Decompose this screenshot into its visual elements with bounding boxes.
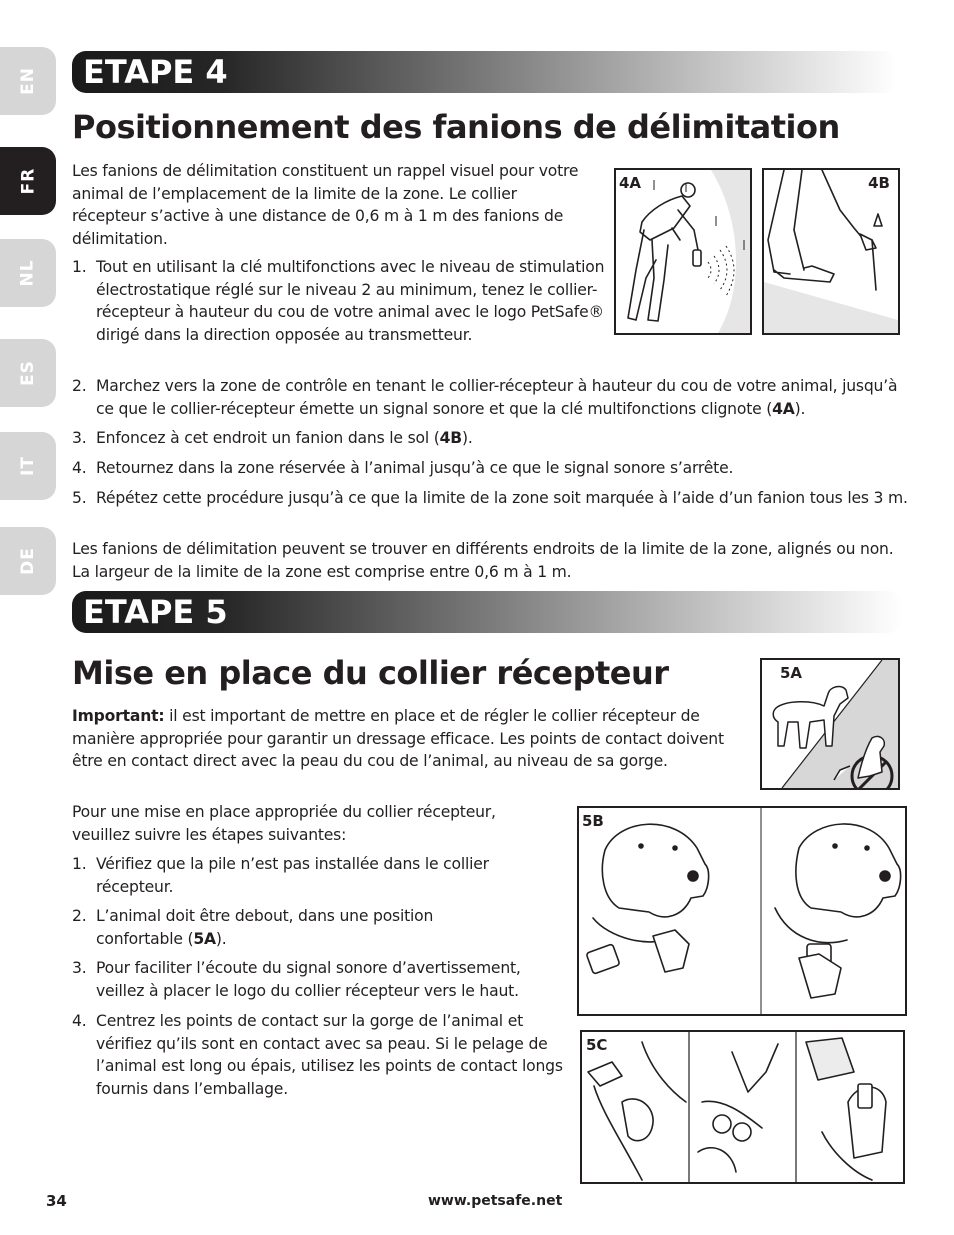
- planting-flag-illustration: [764, 170, 898, 333]
- step5-intro: Pour une mise en place appropriée du collier récepteur, veuillez suivre les étapes suivantes:: [72, 803, 496, 844]
- list-text: Pour faciliter l’écoute du signal sonore d’avertissement, veillez à placer le logo du collier récepteur vers le haut.: [96, 959, 521, 1000]
- step5-important: [72, 705, 732, 773]
- list-text-part: Enfoncez à cet endroit un fanion dans le sol (: [96, 429, 440, 447]
- list-text: [72, 427, 912, 450]
- list-number: 3.: [72, 429, 87, 447]
- step5-item-4: [72, 1010, 582, 1100]
- figure-reference: 4A: [772, 399, 795, 418]
- list-text-part: ).: [215, 929, 227, 948]
- list-number: 5.: [72, 489, 87, 507]
- step5-item-1: [72, 853, 492, 898]
- figure-4a: [614, 168, 752, 335]
- important-label: Important:: [72, 707, 165, 725]
- step4-item-1: [72, 256, 612, 346]
- figure-5c: [580, 1030, 905, 1184]
- contact-points-illustration: [582, 1032, 903, 1182]
- figure-4b-label: 4B: [868, 174, 890, 192]
- list-text-part: L’animal doit être debout, dans une position confortable (: [96, 907, 434, 948]
- step5-title: Mise en place du collier récepteur: [72, 654, 669, 692]
- step4-title: Positionnement des fanions de délimitation: [72, 108, 840, 146]
- tab-it-label: IT: [17, 456, 38, 476]
- figure-5c-label: 5C: [586, 1036, 608, 1054]
- list-number: 1.: [72, 855, 87, 873]
- important-text: il est important de mettre en place et de régler le collier récepteur de manière appropriée pour garantir un dressage efficace. Les points de contact doivent être en contact direct avec la peau du cou de l’animal, au niveau de sa gorge.: [72, 707, 724, 771]
- list-text: Tout en utilisant la clé multifonctions avec le niveau de stimulation électrostatique réglé sur le niveau 2 au minimum, tenez le collier-récepteur à hauteur du cou de votre animal avec le logo PetSafe® dirigé dans la direction opposée au transmetteur.: [96, 258, 605, 344]
- tab-de-label: DE: [17, 547, 38, 575]
- figure-reference: 5A: [193, 929, 216, 948]
- list-text: [72, 905, 492, 950]
- figure-5a-label: 5A: [780, 664, 803, 682]
- figure-5b: [577, 806, 907, 1016]
- list-number: 4.: [72, 1012, 87, 1030]
- list-text: Retournez dans la zone réservée à l’animal jusqu’à ce que le signal sonore s’arrête.: [96, 459, 734, 477]
- step4-item-2: [72, 375, 912, 420]
- tab-es[interactable]: [0, 339, 56, 407]
- step4-item-4: [72, 457, 912, 480]
- tab-en[interactable]: [0, 47, 56, 115]
- step4-item-5: [72, 487, 912, 510]
- list-number: 1.: [72, 258, 87, 276]
- tab-nl[interactable]: [0, 239, 56, 307]
- step5-banner-label: ETAPE 5: [83, 593, 228, 631]
- figure-reference: 4B: [439, 429, 462, 447]
- tab-fr-label: FR: [17, 167, 38, 195]
- step4-intro: Les fanions de délimitation constituent un rappel visuel pour votre animal de l’emplacement de la limite de la zone. Le collier récepteur s’active à une distance de 0,6 m à 1 m des fanions de délimitation.: [72, 162, 579, 248]
- tab-fr[interactable]: [0, 147, 56, 215]
- list-number: 2.: [72, 377, 87, 395]
- list-text-part: ).: [461, 429, 473, 447]
- figure-4b: [762, 168, 900, 335]
- step5-banner: [72, 591, 902, 633]
- page-number: 34: [46, 1192, 67, 1210]
- list-number: 2.: [72, 907, 87, 925]
- person-with-collar-illustration: [616, 170, 750, 333]
- list-text: Centrez les points de contact sur la gorge de l’animal et vérifiez qu’ils sont en contact avec sa peau. Si le pelage de l’animal est long ou épais, utilisez les points de contact longs fournis dans l’emballage.: [96, 1012, 563, 1098]
- list-text-part: ).: [794, 399, 806, 418]
- tab-nl-label: NL: [18, 259, 38, 287]
- list-text: [72, 375, 912, 420]
- tab-de[interactable]: [0, 527, 56, 595]
- figure-5a: [760, 658, 900, 790]
- figure-4a-label: 4A: [619, 174, 642, 192]
- list-text-part: Marchez vers la zone de contrôle en tenant le collier-récepteur à hauteur du cou de votre animal, jusqu’à ce que le collier-récepteur émette un signal sonore et que la clé multifonctions clignote (: [96, 377, 898, 418]
- list-text: Vérifiez que la pile n’est pas installée dans le collier récepteur.: [96, 855, 489, 896]
- tab-es-label: ES: [17, 360, 38, 386]
- step5-item-2: [72, 905, 492, 950]
- step4-banner: [72, 51, 898, 93]
- figure-5b-label: 5B: [582, 812, 604, 830]
- list-text: Répétez cette procédure jusqu’à ce que la limite de la zone soit marquée à l’aide d’un fanion tous les 3 m.: [96, 489, 908, 507]
- list-number: 4.: [72, 459, 87, 477]
- tab-en-label: EN: [18, 67, 38, 95]
- list-number: 3.: [72, 959, 87, 977]
- step4-item-3: [72, 427, 912, 450]
- step5-item-3: [72, 957, 562, 1002]
- website-url[interactable]: www.petsafe.net: [428, 1193, 563, 1209]
- step4-closing: Les fanions de délimitation peuvent se trouver en différents endroits de la limite de la zone, alignés ou non. La largeur de la limite de la zone est comprise entre 0,6 m à 1 m.: [72, 540, 894, 581]
- tab-it[interactable]: [0, 432, 56, 500]
- fitting-collar-illustration: [579, 808, 905, 1014]
- step4-banner-label: ETAPE 4: [83, 53, 228, 91]
